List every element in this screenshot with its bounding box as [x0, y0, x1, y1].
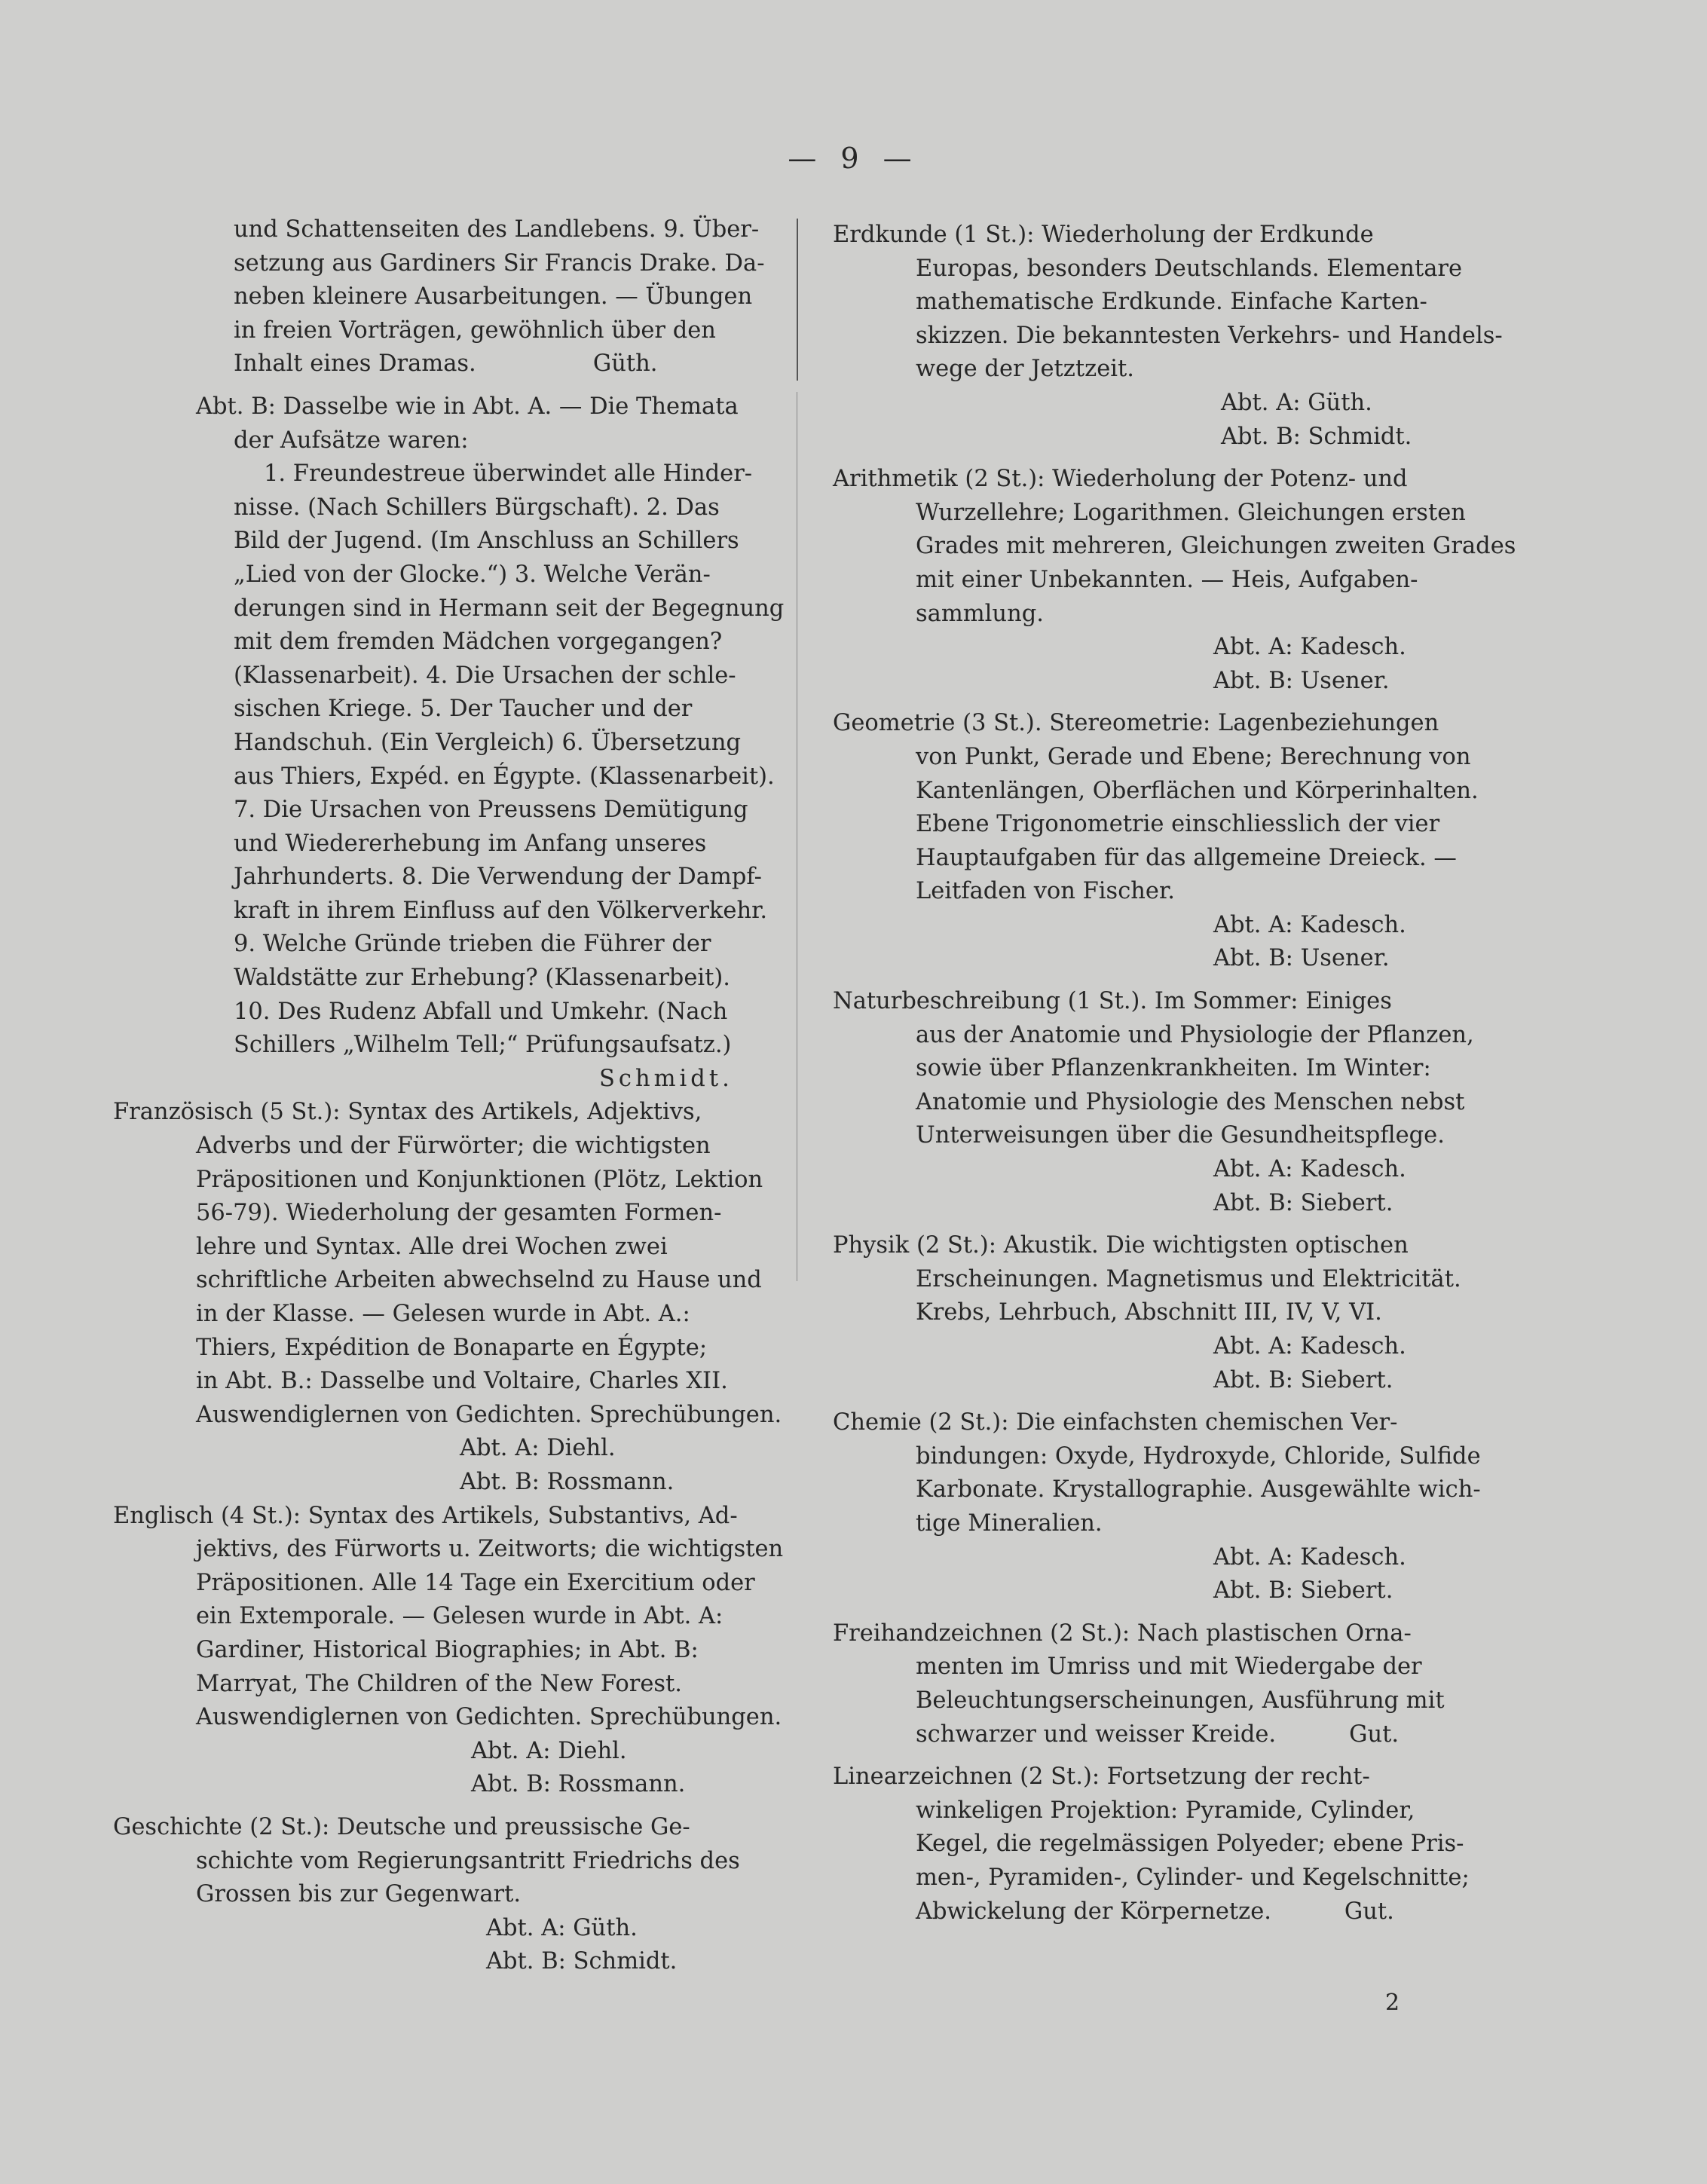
teacher-abt-b: Abt. B: Rossmann.	[460, 1468, 675, 1495]
text-line: Grades mit mehreren, Gleichungen zweiten Grades	[916, 533, 1516, 560]
text-line: mit dem fremden Mädchen vorgegangen?	[234, 629, 723, 656]
teacher-abt-b: Abt. B: Siebert.	[1213, 1366, 1393, 1393]
teacher-abt-a: Abt. A: Kadesch.	[1213, 911, 1406, 938]
text-line: von Punkt, Gerade und Ebene; Berechnung von	[916, 743, 1471, 770]
text-line: wege der Jetztzeit.	[916, 356, 1134, 383]
text-line: der Aufsätze waren:	[234, 427, 469, 454]
text-line: schichte vom Regierungsantritt Friedrichs des	[196, 1847, 740, 1874]
text-line: bindungen: Oxyde, Hydroxyde, Chloride, Sulfide	[916, 1442, 1481, 1470]
subject-heading: Erdkunde (1 St.): Wiederholung der Erdkunde	[833, 222, 1374, 248]
text-line: sammlung.	[916, 600, 1044, 627]
text-line: 10. Des Rudenz Abfall und Umkehr. (Nach	[234, 998, 728, 1025]
text-line: Waldstätte zur Erhebung? (Klassenarbeit).	[234, 965, 730, 992]
text-line: derungen sind in Hermann seit der Begegnung	[234, 595, 785, 622]
text-line: Thiers, Expédition de Bonaparte en Égypte;	[196, 1334, 708, 1361]
erdkunde-section	[833, 219, 1503, 454]
text-line: schwarzer und weisser Kreide. Gut.	[916, 1721, 1400, 1748]
text-line: Kegel, die regelmässigen Polyeder; ebene Pris-	[916, 1831, 1464, 1858]
subject-heading: Naturbeschreibung (1 St.). Im Sommer: Einiges	[833, 988, 1392, 1015]
teacher-signature: Schmidt.	[599, 1065, 733, 1092]
text-line: Schillers „Wilhelm Tell;“ Prüfungsaufsatz.)	[234, 1032, 732, 1059]
teacher-abt-a: Abt. A: Güth.	[486, 1914, 638, 1941]
text-line: „Lied von der Glocke.“) 3. Welche Verän-	[234, 561, 711, 588]
text-line: Abt. B: Dasselbe wie in Abt. A. — Die Themata	[196, 393, 739, 420]
teacher-abt-b: Abt. B: Schmidt.	[486, 1948, 678, 1975]
subject-heading: Französisch (5 St.): Syntax des Artikels, Adjektivs,	[113, 1099, 702, 1126]
text-line: Bild der Jugend. (Im Anschluss an Schillers	[234, 528, 739, 555]
text-line: Abwickelung der Körpernetze. Gut.	[916, 1898, 1394, 1925]
text-line: schriftliche Arbeiten abwechselnd zu Hause und	[196, 1267, 762, 1294]
franzoesisch-section	[113, 1096, 782, 1499]
text-line: winkeligen Projektion: Pyramide, Cylinder,	[916, 1797, 1415, 1824]
teacher-abt-a: Abt. A: Güth.	[1221, 389, 1372, 416]
chemie-section	[833, 1406, 1481, 1608]
text-line: Auswendiglernen von Gedichten. Sprechübungen.	[196, 1704, 782, 1731]
text-line: 56-79). Wiederholung der gesamten Formen-	[196, 1200, 722, 1227]
teacher-abt-a: Abt. A: Kadesch.	[1213, 1333, 1406, 1360]
text-line: aus der Anatomie und Physiologie der Pflanzen,	[916, 1021, 1474, 1048]
text-line: Inhalt eines Dramas. Güth.	[234, 350, 658, 378]
teacher-abt-b: Abt. B: Rossmann.	[471, 1771, 686, 1798]
text-line: (Klassenarbeit). 4. Die Ursachen der schle-	[234, 662, 736, 689]
text-line: Anatomie und Physiologie des Menschen nebst	[916, 1088, 1465, 1115]
text-line: Präpositionen und Konjunktionen (Plötz, Lektion	[196, 1166, 763, 1193]
text-line: kraft in ihrem Einfluss auf den Völkerverkehr.	[234, 897, 768, 924]
text-line: Ebene Trigonometrie einschliesslich der vier	[916, 811, 1440, 838]
subject-heading: Chemie (2 St.): Die einfachsten chemischen Ver-	[833, 1409, 1398, 1436]
right-column	[833, 219, 1516, 1929]
text-line: in Abt. B.: Dasselbe und Voltaire, Charles XII.	[196, 1368, 728, 1395]
text-line: 7. Die Ursachen von Preussens Demütigung	[234, 797, 748, 824]
text-line: sowie über Pflanzenkrankheiten. Im Winter:	[916, 1055, 1431, 1082]
text-line: Beleuchtungserscheinungen, Ausführung mit	[916, 1687, 1445, 1714]
text-line: 9. Welche Gründe trieben die Führer der	[234, 931, 711, 958]
text-line: aus Thiers, Expéd. en Égypte. (Klassenarbeit).	[234, 763, 775, 790]
subject-heading: Physik (2 St.): Akustik. Die wichtigsten optischen	[833, 1232, 1409, 1259]
subject-heading: Englisch (4 St.): Syntax des Artikels, Substantivs, Ad-	[113, 1502, 738, 1529]
teacher-abt-a: Abt. A: Kadesch.	[1213, 1156, 1406, 1183]
subject-heading: Arithmetik (2 St.): Wiederholung der Potenz- und	[833, 466, 1408, 493]
text-line: Wurzellehre; Logarithmen. Gleichungen ersten	[916, 499, 1466, 526]
left-column	[113, 213, 785, 1979]
teacher-abt-b: Abt. B: Siebert.	[1213, 1189, 1393, 1216]
text-line: und Wiedererhebung im Anfang unseres	[234, 830, 707, 857]
naturbeschreibung-section	[833, 985, 1481, 1220]
text-line: Unterweisungen über die Gesundheitspflege.	[916, 1122, 1445, 1149]
teacher-abt-a: Abt. A: Diehl.	[471, 1737, 627, 1764]
text-line: Krebs, Lehrbuch, Abschnitt III, IV, V, VI.	[916, 1299, 1382, 1326]
deutsch-continuation	[113, 213, 765, 381]
text-line: Erscheinungen. Magnetismus und Elektricität.	[916, 1265, 1461, 1292]
teacher-abt-a: Abt. A: Kadesch.	[1213, 1543, 1406, 1571]
text-line: in der Klasse. — Gelesen wurde in Abt. A.:	[196, 1301, 690, 1327]
geschichte-section	[113, 1811, 757, 1979]
text-line: Kantenlängen, Oberflächen und Körperinhalten.	[916, 777, 1479, 804]
text-line: Karbonate. Krystallographie. Ausgewählte wich-	[916, 1476, 1481, 1503]
text-line: Leitfaden von Fischer.	[916, 878, 1175, 905]
geometrie-section	[833, 707, 1481, 976]
text-line: Jahrhunderts. 8. Die Verwendung der Dampf-	[234, 864, 762, 891]
text-line: Marryat, The Children of the New Forest.	[196, 1670, 682, 1697]
teacher-abt-b: Abt. B: Usener.	[1213, 667, 1390, 694]
arithmetik-section	[833, 463, 1516, 698]
text-line: Hauptaufgaben für das allgemeine Dreieck. —	[916, 844, 1457, 871]
text-line: menten im Umriss und mit Wiedergabe der	[916, 1653, 1422, 1681]
teacher-abt-b: Abt. B: Siebert.	[1213, 1577, 1393, 1604]
teacher-abt-b: Abt. B: Usener.	[1213, 945, 1390, 972]
deutsch-abt-b	[113, 390, 785, 1096]
text-line: setzung aus Gardiners Sir Francis Drake. Da-	[234, 249, 765, 277]
text-line: nisse. (Nach Schillers Bürgschaft). 2. Das	[234, 494, 720, 521]
linearzeichnen-section	[833, 1760, 1481, 1929]
text-line: Gardiner, Historical Biographies; in Abt. B:	[196, 1636, 699, 1663]
subject-heading: Geometrie (3 St.). Stereometrie: Lagenbeziehungen	[833, 710, 1439, 737]
text-line: sischen Kriege. 5. Der Taucher und der	[234, 696, 693, 723]
text-line: tige Mineralien.	[916, 1510, 1103, 1537]
teacher-abt-b: Abt. B: Schmidt.	[1221, 423, 1412, 450]
signature-mark: 2	[1385, 1990, 1400, 2016]
text-line: neben kleinere Ausarbeitungen. — Übungen	[234, 283, 753, 310]
text-line: Auswendiglernen von Gedichten. Sprechübungen.	[196, 1401, 782, 1428]
subject-heading: Geschichte (2 St.): Deutsche und preussische Ge-	[113, 1813, 690, 1840]
text-line: 1. Freundestreue überwindet alle Hinder-	[264, 460, 753, 488]
subject-heading: Linearzeichnen (2 St.): Fortsetzung der recht-	[833, 1763, 1370, 1791]
text-line: Europas, besonders Deutschlands. Elementare	[916, 255, 1463, 282]
column-divider	[797, 219, 798, 381]
physik-section	[833, 1229, 1481, 1397]
text-line: lehre und Syntax. Alle drei Wochen zwei	[196, 1233, 668, 1260]
freihandzeichnen-section	[833, 1617, 1481, 1751]
text-line: ein Extemporale. — Gelesen wurde in Abt. A:	[196, 1603, 723, 1630]
teacher-abt-a: Abt. A: Diehl.	[460, 1435, 616, 1462]
text-line: Grossen bis zur Gegenwart.	[196, 1881, 522, 1908]
text-line: jektivs, des Fürworts u. Zeitworts; die wichtigsten	[196, 1536, 784, 1563]
text-line: men-, Pyramiden-, Cylinder- und Kegelschnitte;	[916, 1864, 1470, 1891]
text-line: Handschuh. (Ein Vergleich) 6. Übersetzung	[234, 729, 742, 756]
text-line: und Schattenseiten des Landlebens. 9. Über-	[234, 216, 760, 243]
text-line: Präpositionen. Alle 14 Tage ein Exercitium oder	[196, 1569, 755, 1596]
text-line: mathematische Erdkunde. Einfache Karten-	[916, 289, 1427, 316]
teacher-abt-a: Abt. A: Kadesch.	[1213, 634, 1406, 661]
text-line: Adverbs und der Fürwörter; die wichtigsten	[196, 1133, 711, 1160]
subject-heading: Freihandzeichnen (2 St.): Nach plastischen Orna-	[833, 1620, 1412, 1647]
text-line: skizzen. Die bekanntesten Verkehrs- und Handels-	[916, 322, 1503, 349]
text-line: mit einer Unbekannten. — Heis, Aufgaben-	[916, 566, 1418, 593]
englisch-section	[113, 1500, 784, 1802]
text-line: in freien Vorträgen, gewöhnlich über den	[234, 317, 716, 344]
page-number: — 9 —	[788, 142, 919, 175]
